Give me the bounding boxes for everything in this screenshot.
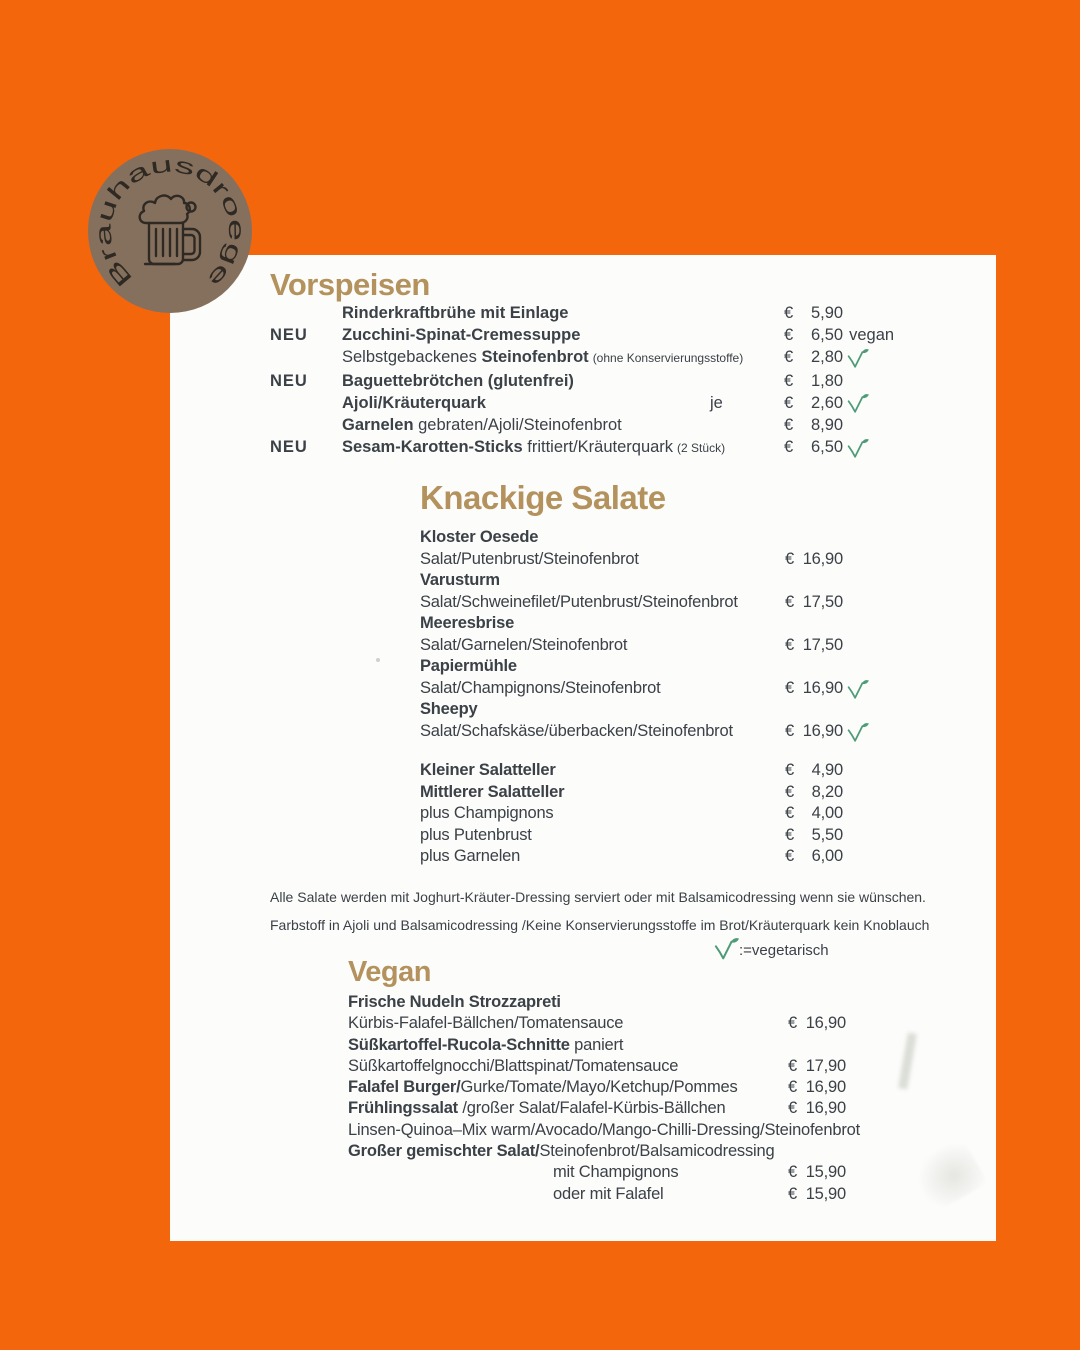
item-name-bold: Falafel Burger/: [348, 1078, 461, 1097]
price-cell: [785, 635, 843, 657]
item-text: [420, 592, 785, 614]
price-value: 17,50: [802, 592, 843, 611]
vegetarian-leaf-icon: [846, 680, 869, 701]
euro-sign: €: [784, 416, 794, 435]
price: [788, 1162, 1028, 1183]
item-description: Salat/Schafskäse/überbacken/Steinofenbrot: [420, 721, 733, 740]
item-note-small: (ohne Konservierungsstoffe): [592, 351, 744, 366]
item-text: [348, 1098, 788, 1119]
item-description: Salat/Schweinefilet/Putenbrust/Steinofenbrot: [420, 592, 738, 611]
menu-item-row: [348, 1013, 1028, 1034]
item-text: [420, 635, 785, 657]
item-text: [420, 825, 785, 847]
menu-item-row: [420, 592, 980, 614]
price-value: 16,90: [802, 678, 843, 697]
item-text: [420, 782, 785, 804]
price-value: 2,60: [811, 393, 844, 412]
price: [788, 1184, 1028, 1205]
menu-item-row: [348, 1141, 1028, 1162]
logo-artwork: [88, 149, 252, 313]
item-name-bold: Frühlingssalat: [348, 1099, 458, 1118]
price: [784, 324, 916, 346]
price-value: 16,90: [802, 549, 843, 568]
item-name-bold: Meeresbrise: [420, 614, 515, 632]
menu-item-row: [348, 1077, 1028, 1098]
menu-item-row: [420, 825, 980, 847]
item-description: plus Champignons: [420, 804, 554, 822]
menu-notes: [270, 887, 930, 966]
price-value: 17,90: [805, 1056, 846, 1075]
price-value: 16,90: [805, 1099, 846, 1118]
menu-item-row: [270, 302, 916, 324]
new-badge: NEU: [270, 371, 308, 390]
menu-item-row: [420, 760, 980, 782]
item-name-bold: Steinofenbrot: [481, 348, 589, 367]
menu-page: [170, 255, 996, 1241]
menu-item-row: [348, 1120, 1028, 1141]
item-name: [342, 324, 704, 346]
price: [784, 302, 916, 324]
menu-item-row: [270, 324, 916, 346]
salate-items: [420, 527, 980, 742]
euro-sign: €: [788, 1099, 797, 1118]
menu-item-row: [348, 1035, 1028, 1056]
euro-sign: €: [785, 635, 794, 654]
menu-item-row: [420, 721, 980, 743]
price-cell: [785, 760, 843, 782]
item-description: mit Champignons: [553, 1163, 679, 1182]
euro-sign: €: [785, 825, 794, 844]
item-name-bold: Großer gemischter Salat/: [348, 1142, 540, 1161]
scan-speck: [376, 658, 380, 662]
vegetarian-leaf-icon: [846, 723, 869, 744]
brauhaus-logo: [88, 149, 252, 313]
menu-item-row: [270, 414, 916, 436]
menu-item-row: [420, 549, 980, 571]
price: [785, 721, 980, 743]
section-vegan: [348, 956, 1028, 1205]
item-name-bold: Mittlerer Salatteller: [420, 782, 565, 801]
item-name-regular: Selbstgebackenes: [342, 348, 482, 367]
item-name-bold: Zucchini-Spinat-Cremessuppe: [342, 326, 581, 345]
item-text: [420, 570, 785, 592]
menu-item-row: [348, 992, 1028, 1013]
vorspeisen-items: [270, 302, 916, 459]
vegetarian-leaf-icon: [846, 349, 869, 370]
price-value: 6,50: [811, 438, 844, 457]
item-description: Kürbis-Falafel-Bällchen/Tomatensauce: [348, 1014, 624, 1033]
new-badge: NEU: [270, 326, 308, 345]
price: [785, 760, 980, 782]
item-name-bold: Baguettebrötchen (glutenfrei): [342, 371, 574, 390]
item-description: Salat/Champignons/Steinofenbrot: [420, 678, 661, 697]
item-description: Salat/Garnelen/Steinofenbrot: [420, 635, 628, 654]
price-value: 1,80: [811, 371, 844, 390]
item-name-bold: Garnelen: [342, 416, 414, 435]
euro-sign: €: [785, 761, 794, 779]
salatteller-items: [420, 760, 980, 868]
item-text: [420, 656, 785, 678]
price: [788, 1056, 1028, 1077]
price-cell: [788, 1098, 846, 1119]
euro-sign: €: [785, 549, 794, 568]
item-description: gebraten/Ajoli/Steinofenbrot: [413, 416, 622, 435]
section-vorspeisen: [270, 268, 916, 459]
price-cell: [785, 592, 843, 614]
new-badge: NEU: [270, 438, 308, 457]
unit-label: je: [710, 393, 723, 412]
price: [785, 803, 980, 825]
menu-item-row: [270, 436, 916, 459]
price-value: 15,90: [805, 1184, 846, 1203]
price: [788, 1098, 1028, 1119]
price-cell: [785, 782, 843, 804]
item-text: [348, 1013, 788, 1034]
item-description: /großer Salat/Falafel-Kürbis-Bällchen: [457, 1099, 726, 1118]
price-cell: [785, 549, 843, 571]
price-cell: [788, 1077, 846, 1098]
price: [785, 592, 980, 614]
item-description: plus Putenbrust: [420, 825, 532, 844]
item-name-bold: Varusturm: [420, 571, 500, 589]
euro-sign: €: [784, 326, 794, 345]
euro-sign: €: [788, 1184, 797, 1203]
euro-sign: €: [785, 678, 794, 697]
menu-item-row: [420, 678, 980, 700]
price-cell: [785, 678, 843, 700]
euro-sign: €: [784, 348, 794, 367]
menu-item-row: [348, 1098, 1028, 1119]
price: [788, 1013, 1028, 1034]
menu-item-row: [420, 782, 980, 804]
menu-item-row: [420, 613, 980, 635]
price-value: 17,50: [802, 635, 843, 654]
price-value: 5,90: [811, 304, 844, 322]
price: [785, 846, 980, 868]
item-text: [420, 760, 785, 782]
price: [784, 346, 916, 368]
item-name: [342, 302, 704, 324]
menu-item-row: [420, 803, 980, 825]
menu-item-row: [420, 570, 980, 592]
item-text: [348, 1077, 788, 1098]
euro-sign: €: [785, 782, 794, 801]
price: [784, 392, 916, 414]
price-value: 16,90: [805, 1014, 846, 1033]
euro-sign: €: [784, 304, 794, 322]
price-cell: [785, 846, 843, 868]
item-text: [420, 549, 785, 571]
item-text: [420, 527, 785, 549]
item-text: [420, 699, 785, 721]
item-name-bold: Süßkartoffel-Rucola-Schnitte: [348, 1035, 570, 1054]
euro-sign: €: [785, 804, 794, 822]
item-name: [342, 370, 704, 392]
vegetarian-leaf-icon: [846, 394, 869, 415]
item-name-bold: Papiermühle: [420, 657, 517, 675]
menu-item-row: [270, 346, 916, 369]
price-cell: [788, 1184, 846, 1205]
item-text: [348, 1056, 788, 1077]
menu-item-row: [348, 1056, 1028, 1077]
price-value: 4,90: [811, 761, 843, 779]
price: [785, 678, 980, 700]
euro-sign: €: [788, 1056, 797, 1075]
menu-item-row: [270, 370, 916, 392]
price-value: 16,90: [802, 721, 843, 740]
price-value: 6,50: [811, 326, 844, 345]
price: [788, 1077, 1028, 1098]
price-cell: [788, 1162, 846, 1183]
beer-mug-icon: [140, 196, 200, 264]
item-text: [420, 721, 785, 743]
vegan-items: [348, 992, 1028, 1205]
euro-sign: €: [788, 1163, 797, 1182]
price-cell: [788, 1013, 846, 1034]
menu-item-row: [420, 656, 980, 678]
price-cell: [785, 803, 843, 825]
euro-sign: €: [785, 721, 794, 740]
price: [784, 436, 916, 458]
price-value: 16,90: [805, 1078, 846, 1097]
item-description: Salat/Putenbrust/Steinofenbrot: [420, 549, 639, 568]
euro-sign: €: [784, 371, 794, 390]
menu-item-row: [348, 1184, 1028, 1205]
item-description: Linsen-Quinoa–Mix warm/Avocado/Mango-Chilli-Dressing/Steinofenbrot: [348, 1120, 860, 1139]
item-text: [420, 803, 785, 825]
item-text: [348, 1120, 860, 1141]
euro-sign: €: [784, 393, 794, 412]
price-value: 8,90: [811, 416, 844, 435]
price: [785, 635, 980, 657]
logo-text: Brauhausdroege: [91, 151, 250, 293]
price-value: 2,80: [811, 348, 844, 367]
item-text: [348, 1035, 788, 1056]
vegan-label: vegan: [849, 326, 895, 345]
price: [785, 782, 980, 804]
item-name-bold: Frische Nudeln Strozzapreti: [348, 993, 561, 1011]
item-text: [348, 1184, 788, 1205]
euro-sign: €: [785, 592, 794, 611]
item-name-bold: Sesam-Karotten-Sticks: [342, 438, 523, 457]
note-dressing: Alle Salate werden mit Joghurt-Kräuter-Dressing serviert oder mit Balsamicodressing wenn sie wünschen.: [270, 889, 926, 905]
item-text: [420, 846, 785, 868]
item-name-bold: Kloster Oesede: [420, 528, 539, 546]
menu-item-row: [420, 699, 980, 721]
section-salate: [420, 480, 980, 868]
item-description: Gurke/Tomate/Mayo/Ketchup/Pommes: [460, 1078, 738, 1097]
item-name: [342, 436, 726, 459]
item-description: oder mit Falafel: [553, 1184, 664, 1203]
item-text: [348, 1141, 788, 1162]
item-text: [420, 613, 785, 635]
item-name: [342, 392, 704, 414]
item-description: frittiert/Kräuterquark: [522, 438, 674, 457]
legend-label: :=vegetarisch: [739, 942, 829, 959]
price: [785, 825, 980, 847]
menu-item-row: [420, 527, 980, 549]
menu-item-row: [270, 392, 916, 414]
item-text: [348, 992, 788, 1013]
euro-sign: €: [788, 1078, 797, 1097]
item-name-bold: Rinderkraftbrühe mit Einlage: [342, 304, 569, 322]
price: [784, 414, 916, 436]
item-description: paniert: [569, 1035, 624, 1054]
price: [784, 370, 916, 392]
price-value: 5,50: [811, 825, 843, 844]
euro-sign: €: [788, 1014, 797, 1033]
price-value: 15,90: [805, 1163, 846, 1182]
price: [785, 549, 980, 571]
item-name-bold: Sheepy: [420, 700, 478, 718]
note-additives: Farbstoff in Ajoli und Balsamicodressing /Keine Konservierungsstoffe im Brot/Kräuterquark kein Knoblauch: [270, 917, 930, 933]
price-cell: [785, 825, 843, 847]
item-name-bold: Kleiner Salatteller: [420, 761, 556, 779]
section-title-salate: Knackige Salate: [420, 479, 666, 516]
price-cell: [785, 721, 843, 743]
item-text: [348, 1162, 788, 1183]
price-value: 6,00: [811, 847, 843, 865]
vegetarian-leaf-icon: [846, 439, 869, 460]
menu-item-row: [420, 846, 980, 868]
euro-sign: €: [784, 438, 794, 457]
price-cell: [788, 1056, 846, 1077]
section-title-vegan: Vegan: [348, 956, 431, 988]
price-value: 8,20: [811, 782, 843, 801]
item-name: [342, 414, 704, 436]
item-name: [342, 346, 744, 369]
item-note-small: (2 Stück): [677, 441, 726, 456]
section-title-vorspeisen: Vorspeisen: [270, 267, 430, 302]
menu-item-row: [348, 1162, 1028, 1183]
item-name-bold: Ajoli/Kräuterquark: [342, 393, 486, 412]
item-description: plus Garnelen: [420, 847, 521, 865]
menu-item-row: [420, 635, 980, 657]
item-description: Steinofenbrot/Balsamicodressing: [539, 1142, 775, 1161]
item-text: [420, 678, 785, 700]
euro-sign: €: [785, 847, 794, 865]
item-description: Süßkartoffelgnocchi/Blattspinat/Tomatensauce: [348, 1056, 679, 1075]
price-value: 4,00: [811, 804, 843, 822]
